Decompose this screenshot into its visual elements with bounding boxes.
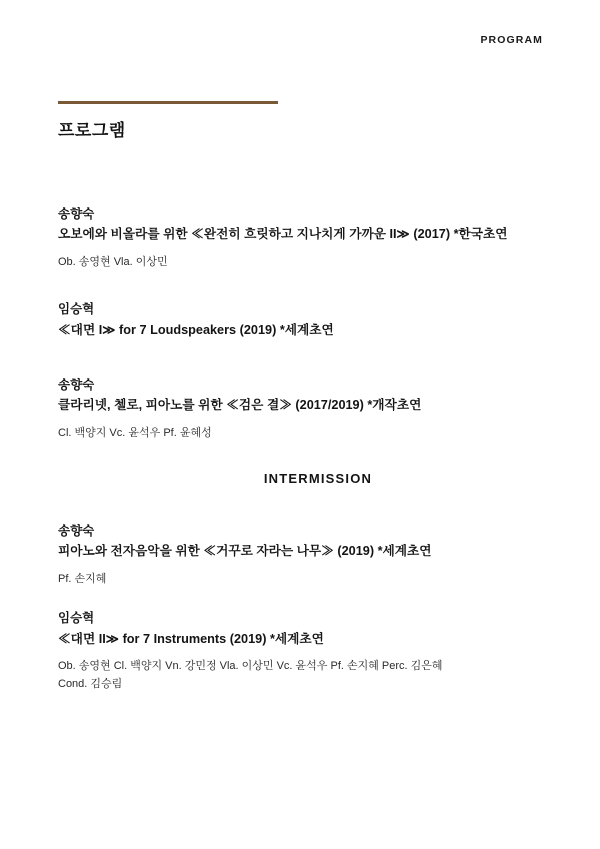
spacer (58, 587, 558, 609)
composer-name: 송향숙 (58, 377, 95, 392)
performers-list: Pf. 손지혜 (58, 572, 107, 585)
composer-name: 임승혁 (58, 611, 95, 626)
program-item (58, 205, 558, 270)
program-item (58, 376, 558, 441)
work-title: 클라리넷, 첼로, 피아노를 위한 ≪검은 결≫ (2017/2019) *개작초연 (58, 398, 422, 413)
intermission-label: INTERMISSION (263, 471, 373, 487)
work-title: 피아노와 전자음악을 위한 ≪거꾸로 자라는 나무≫ (2019) *세계초연 (58, 544, 432, 559)
composer-name: 송향숙 (58, 207, 95, 221)
work-title: ≪대면 I≫ for 7 Loudspeakers (2019) *세계초연 (58, 322, 334, 337)
accent-rule (58, 101, 278, 104)
spacer (58, 340, 558, 376)
spacer (58, 486, 558, 522)
composer-name: 송향숙 (58, 524, 95, 539)
conductor-line: Cond. 김승림 (58, 678, 123, 691)
work-title: 오보에와 비올라를 위한 ≪완전히 흐릿하고 지나치게 가까운 II≫ (2017) *한국초연 (58, 227, 508, 242)
program-item (58, 609, 558, 693)
program-item (58, 522, 558, 587)
page-header-label: PROGRAM (480, 34, 543, 46)
spacer (58, 270, 558, 300)
performers-list: Ob. 송영현 Cl. 백양지 Vn. 강민정 Vla. 이상민 Vc. 윤석우 Pf. 손지혜 Perc. 김은혜 (58, 659, 443, 672)
work-title: ≪대면 II≫ for 7 Instruments (2019) *세계초연 (58, 631, 324, 646)
performers-list: Ob. 송영현 Vla. 이상민 (58, 255, 168, 268)
performers-list: Cl. 백양지 Vc. 윤석우 Pf. 윤혜성 (58, 426, 212, 439)
program-item (58, 300, 558, 340)
page-title: 프로그램 (58, 121, 126, 140)
spacer (58, 441, 558, 471)
composer-name: 임승혁 (58, 302, 95, 317)
program-list (58, 205, 558, 693)
